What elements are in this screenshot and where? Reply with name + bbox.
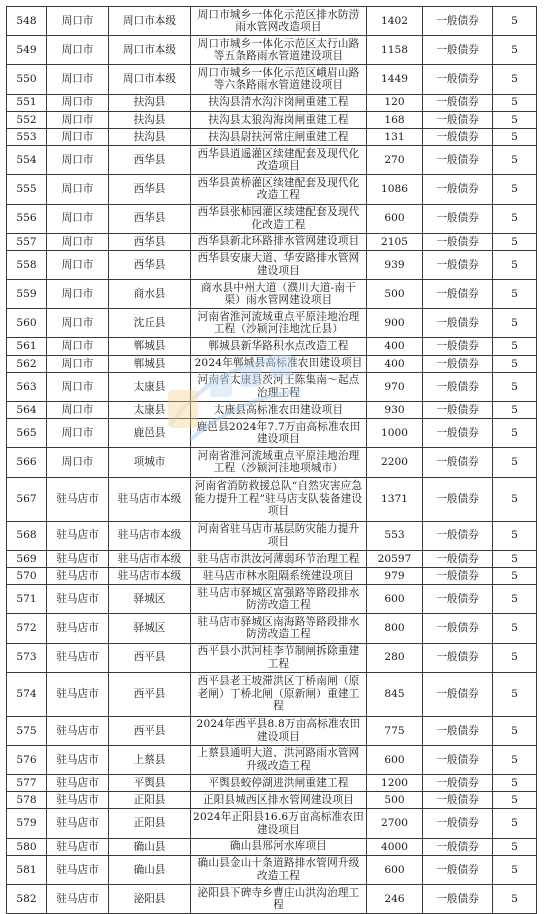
- term-cell: 5: [493, 355, 537, 372]
- term-cell: 5: [493, 175, 537, 204]
- table-row: [7, 36, 537, 65]
- table-row: [7, 809, 537, 838]
- term-cell: 5: [493, 372, 537, 401]
- bond-type-cell: 一般债券: [423, 855, 493, 884]
- term-cell: 5: [493, 550, 537, 567]
- amount-cell: 500: [367, 792, 423, 809]
- project-name-cell: 西华县张柿园灌区续建配套及现代化改造工程: [191, 204, 367, 233]
- project-name-cell: 西平县小洪河桂李节制闸拆除重建工程: [191, 643, 367, 672]
- city-cell: 周口市: [47, 146, 109, 175]
- project-name-cell: 河南省太康县茨河王陈集南～起点治理工程: [191, 372, 367, 401]
- county-cell: 驻马店市本级: [109, 550, 191, 567]
- amount-cell: 2105: [367, 233, 423, 250]
- bond-type-cell: 一般债券: [423, 419, 493, 448]
- row-number: 549: [7, 36, 47, 65]
- row-number: 570: [7, 567, 47, 584]
- term-cell: 5: [493, 477, 537, 521]
- table-row: [7, 372, 537, 401]
- project-name-cell: 驻马店市洪汝河薄弱环节治理工程: [191, 550, 367, 567]
- county-cell: 驻马店市本级: [109, 567, 191, 584]
- project-name-cell: 鹿邑县2024年7.7万亩高标准农田建设项目: [191, 419, 367, 448]
- city-cell: 驻马店市: [47, 521, 109, 550]
- project-name-cell: 正阳县城西区排水管网建设项目: [191, 792, 367, 809]
- term-cell: 5: [493, 7, 537, 36]
- term-cell: 5: [493, 233, 537, 250]
- city-cell: 周口市: [47, 175, 109, 204]
- table-row: [7, 745, 537, 774]
- city-cell: 驻马店市: [47, 672, 109, 716]
- bond-type-cell: 一般债券: [423, 643, 493, 672]
- county-cell: 西平县: [109, 672, 191, 716]
- term-cell: 5: [493, 745, 537, 774]
- table-body: [7, 7, 537, 914]
- county-cell: 沈丘县: [109, 309, 191, 338]
- table-row: [7, 550, 537, 567]
- term-cell: 5: [493, 614, 537, 643]
- row-number: 550: [7, 65, 47, 94]
- project-name-cell: 西平县老王坡滞洪区丁桥南闸（原老闸）丁桥北闸（原新闸）重建工程: [191, 672, 367, 716]
- bond-type-cell: 一般债券: [423, 204, 493, 233]
- city-cell: 周口市: [47, 372, 109, 401]
- table-row: [7, 855, 537, 884]
- city-cell: 驻马店市: [47, 614, 109, 643]
- bond-type-cell: 一般债券: [423, 885, 493, 914]
- county-cell: 泌阳县: [109, 885, 191, 914]
- city-cell: 周口市: [47, 204, 109, 233]
- row-number: 556: [7, 204, 47, 233]
- amount-cell: 1200: [367, 775, 423, 792]
- city-cell: 周口市: [47, 94, 109, 111]
- county-cell: 郸城县: [109, 355, 191, 372]
- row-number: 558: [7, 250, 47, 279]
- county-cell: 鹿邑县: [109, 419, 191, 448]
- project-name-cell: 太康县高标准农田建设项目: [191, 402, 367, 419]
- county-cell: 西华县: [109, 250, 191, 279]
- table-row: [7, 280, 537, 309]
- bond-type-cell: 一般债券: [423, 372, 493, 401]
- bond-type-cell: 一般债券: [423, 94, 493, 111]
- city-cell: 周口市: [47, 402, 109, 419]
- project-name-cell: 周口市城乡一体化示范区排水防涝雨水管网改造项目: [191, 7, 367, 36]
- amount-cell: 1449: [367, 65, 423, 94]
- amount-cell: 553: [367, 521, 423, 550]
- bond-type-cell: 一般债券: [423, 36, 493, 65]
- bond-type-cell: 一般债券: [423, 585, 493, 614]
- bond-type-cell: 一般债券: [423, 309, 493, 338]
- row-number: 564: [7, 402, 47, 419]
- city-cell: 周口市: [47, 338, 109, 355]
- row-number: 555: [7, 175, 47, 204]
- row-number: 557: [7, 233, 47, 250]
- table-row: [7, 521, 537, 550]
- city-cell: 周口市: [47, 355, 109, 372]
- project-name-cell: 周口市城乡一体化示范区太行山路等五条路雨水管道建设项目: [191, 36, 367, 65]
- term-cell: 5: [493, 309, 537, 338]
- table-row: [7, 567, 537, 584]
- county-cell: 太康县: [109, 402, 191, 419]
- city-cell: 驻马店市: [47, 792, 109, 809]
- row-number: 559: [7, 280, 47, 309]
- table-row: [7, 128, 537, 145]
- city-cell: 驻马店市: [47, 643, 109, 672]
- county-cell: 确山县: [109, 838, 191, 855]
- row-number: 572: [7, 614, 47, 643]
- city-cell: 周口市: [47, 419, 109, 448]
- table-row: [7, 643, 537, 672]
- bond-type-cell: 一般债券: [423, 355, 493, 372]
- project-name-cell: 驻马店市林水阻隔系统建设项目: [191, 567, 367, 584]
- row-number: 553: [7, 128, 47, 145]
- bond-type-cell: 一般债券: [423, 233, 493, 250]
- county-cell: 商水县: [109, 280, 191, 309]
- bond-type-cell: 一般债券: [423, 716, 493, 745]
- county-cell: 上蔡县: [109, 745, 191, 774]
- row-number: 568: [7, 521, 47, 550]
- project-name-cell: 平舆县蛟停湖进洪闸重建工程: [191, 775, 367, 792]
- project-name-cell: 确山县邢河水库项目: [191, 838, 367, 855]
- project-name-cell: 扶沟县尉扶河常庄闸重建工程: [191, 128, 367, 145]
- project-name-cell: 扶沟县清水沟汴岗闸重建工程: [191, 94, 367, 111]
- bond-type-cell: 一般债券: [423, 402, 493, 419]
- bond-type-cell: 一般债券: [423, 614, 493, 643]
- term-cell: 5: [493, 643, 537, 672]
- term-cell: 5: [493, 146, 537, 175]
- row-number: 551: [7, 94, 47, 111]
- row-number: 567: [7, 477, 47, 521]
- city-cell: 驻马店市: [47, 745, 109, 774]
- term-cell: 5: [493, 792, 537, 809]
- city-cell: 驻马店市: [47, 550, 109, 567]
- amount-cell: 930: [367, 402, 423, 419]
- term-cell: 5: [493, 585, 537, 614]
- table-row: [7, 775, 537, 792]
- city-cell: 驻马店市: [47, 809, 109, 838]
- term-cell: 5: [493, 128, 537, 145]
- city-cell: 周口市: [47, 250, 109, 279]
- amount-cell: 1086: [367, 175, 423, 204]
- amount-cell: 970: [367, 372, 423, 401]
- bond-type-cell: 一般债券: [423, 775, 493, 792]
- term-cell: 5: [493, 672, 537, 716]
- amount-cell: 775: [367, 716, 423, 745]
- project-name-cell: 确山县金山十条道路排水管网升级改造工程: [191, 855, 367, 884]
- city-cell: 周口市: [47, 36, 109, 65]
- county-cell: 西华县: [109, 204, 191, 233]
- row-number: 573: [7, 643, 47, 672]
- table-row: [7, 250, 537, 279]
- county-cell: 西华县: [109, 146, 191, 175]
- county-cell: 驻马店市本级: [109, 521, 191, 550]
- county-cell: 周口市本级: [109, 65, 191, 94]
- table-row: [7, 204, 537, 233]
- project-name-cell: 河南省驻马店市基层防灾能力提升项目: [191, 521, 367, 550]
- project-name-cell: 扶沟县太狼沟海岗闸重建工程: [191, 111, 367, 128]
- term-cell: 5: [493, 280, 537, 309]
- table-row: [7, 792, 537, 809]
- row-number: 576: [7, 745, 47, 774]
- term-cell: 5: [493, 204, 537, 233]
- term-cell: 5: [493, 250, 537, 279]
- table-row: [7, 419, 537, 448]
- project-name-cell: 西华县逍遥灌区续建配套及现代化改造项目: [191, 146, 367, 175]
- bond-type-cell: 一般债券: [423, 550, 493, 567]
- row-number: 548: [7, 7, 47, 36]
- city-cell: 驻马店市: [47, 838, 109, 855]
- county-cell: 周口市本级: [109, 7, 191, 36]
- bond-type-cell: 一般债券: [423, 111, 493, 128]
- county-cell: 驿城区: [109, 585, 191, 614]
- table-row: [7, 355, 537, 372]
- term-cell: 5: [493, 402, 537, 419]
- amount-cell: 1371: [367, 477, 423, 521]
- city-cell: 驻马店市: [47, 775, 109, 792]
- project-name-cell: 河南省消防救援总队“自然灾害应急能力提升工程”驻马店支队装备建设项目: [191, 477, 367, 521]
- amount-cell: 120: [367, 94, 423, 111]
- county-cell: 项城市: [109, 448, 191, 477]
- table-row: [7, 402, 537, 419]
- amount-cell: 400: [367, 355, 423, 372]
- row-number: 579: [7, 809, 47, 838]
- bond-type-cell: 一般债券: [423, 672, 493, 716]
- term-cell: 5: [493, 94, 537, 111]
- row-number: 581: [7, 855, 47, 884]
- bond-type-cell: 一般债券: [423, 175, 493, 204]
- project-name-cell: 周口市城乡一体化示范区峨眉山路等六条路雨水管道建设项目: [191, 65, 367, 94]
- project-name-cell: 郸城县新华路积水点改造工程: [191, 338, 367, 355]
- project-name-cell: 西华县安康大道、华安路排水管网建设项目: [191, 250, 367, 279]
- amount-cell: 600: [367, 204, 423, 233]
- bond-type-cell: 一般债券: [423, 567, 493, 584]
- row-number: 577: [7, 775, 47, 792]
- row-number: 566: [7, 448, 47, 477]
- table-row: [7, 672, 537, 716]
- amount-cell: 600: [367, 855, 423, 884]
- bond-type-cell: 一般债券: [423, 838, 493, 855]
- table-row: [7, 94, 537, 111]
- county-cell: 西平县: [109, 643, 191, 672]
- table-row: [7, 175, 537, 204]
- term-cell: 5: [493, 338, 537, 355]
- bond-type-cell: 一般债券: [423, 146, 493, 175]
- term-cell: 5: [493, 521, 537, 550]
- city-cell: 周口市: [47, 448, 109, 477]
- county-cell: 平舆县: [109, 775, 191, 792]
- amount-cell: 4000: [367, 838, 423, 855]
- amount-cell: 280: [367, 643, 423, 672]
- amount-cell: 800: [367, 614, 423, 643]
- row-number: 575: [7, 716, 47, 745]
- row-number: 580: [7, 838, 47, 855]
- amount-cell: 1402: [367, 7, 423, 36]
- term-cell: 5: [493, 775, 537, 792]
- table-row: [7, 65, 537, 94]
- table-row: [7, 477, 537, 521]
- amount-cell: 600: [367, 745, 423, 774]
- row-number: 552: [7, 111, 47, 128]
- county-cell: 正阳县: [109, 792, 191, 809]
- row-number: 561: [7, 338, 47, 355]
- amount-cell: 900: [367, 309, 423, 338]
- table-row: [7, 448, 537, 477]
- term-cell: 5: [493, 36, 537, 65]
- county-cell: 确山县: [109, 855, 191, 884]
- table-row: [7, 585, 537, 614]
- bond-type-cell: 一般债券: [423, 128, 493, 145]
- term-cell: 5: [493, 65, 537, 94]
- amount-cell: 939: [367, 250, 423, 279]
- table-row: [7, 233, 537, 250]
- table-row: [7, 838, 537, 855]
- city-cell: 周口市: [47, 111, 109, 128]
- table-row: [7, 614, 537, 643]
- city-cell: 周口市: [47, 7, 109, 36]
- project-name-cell: 泌阳县下碑寺乡曹庄山洪沟治理工程: [191, 885, 367, 914]
- project-name-cell: 驻马店市驿城区富强路等路段排水防涝改造工程: [191, 585, 367, 614]
- term-cell: 5: [493, 567, 537, 584]
- county-cell: 太康县: [109, 372, 191, 401]
- row-number: 571: [7, 585, 47, 614]
- city-cell: 周口市: [47, 233, 109, 250]
- bond-type-cell: 一般债券: [423, 477, 493, 521]
- city-cell: 周口市: [47, 280, 109, 309]
- city-cell: 周口市: [47, 309, 109, 338]
- amount-cell: 845: [367, 672, 423, 716]
- project-name-cell: 2024年正阳县16.6万亩高标准农田建设项目: [191, 809, 367, 838]
- term-cell: 5: [493, 838, 537, 855]
- amount-cell: 131: [367, 128, 423, 145]
- project-name-cell: 西华县新北环路排水管网建设项目: [191, 233, 367, 250]
- amount-cell: 2700: [367, 809, 423, 838]
- county-cell: 扶沟县: [109, 128, 191, 145]
- table-row: [7, 338, 537, 355]
- bond-project-table: [6, 6, 537, 914]
- bond-type-cell: 一般债券: [423, 448, 493, 477]
- term-cell: 5: [493, 111, 537, 128]
- bond-type-cell: 一般债券: [423, 809, 493, 838]
- county-cell: 西平县: [109, 716, 191, 745]
- city-cell: 周口市: [47, 65, 109, 94]
- bond-type-cell: 一般债券: [423, 65, 493, 94]
- row-number: 563: [7, 372, 47, 401]
- amount-cell: 1000: [367, 419, 423, 448]
- project-name-cell: 商水县中州大道（濮川大道-南干渠）雨水管网建设项目: [191, 280, 367, 309]
- bond-type-cell: 一般债券: [423, 280, 493, 309]
- county-cell: 驻马店市本级: [109, 477, 191, 521]
- amount-cell: 400: [367, 338, 423, 355]
- row-number: 562: [7, 355, 47, 372]
- project-name-cell: 上蔡县通明大道、洪河路雨水管网升级改造工程: [191, 745, 367, 774]
- table-row: [7, 146, 537, 175]
- amount-cell: 246: [367, 885, 423, 914]
- row-number: 574: [7, 672, 47, 716]
- amount-cell: 500: [367, 280, 423, 309]
- row-number: 582: [7, 885, 47, 914]
- table-row: [7, 111, 537, 128]
- bond-type-cell: 一般债券: [423, 521, 493, 550]
- amount-cell: 168: [367, 111, 423, 128]
- county-cell: 驿城区: [109, 614, 191, 643]
- table-row: [7, 7, 537, 36]
- project-name-cell: 驻马店市驿城区南海路等路段排水防涝改造工程: [191, 614, 367, 643]
- city-cell: 驻马店市: [47, 585, 109, 614]
- bond-type-cell: 一般债券: [423, 7, 493, 36]
- table-row: [7, 885, 537, 914]
- county-cell: 扶沟县: [109, 111, 191, 128]
- project-name-cell: 河南省淮河流域重点平原洼地治理工程（沙颍河洼地项城市）: [191, 448, 367, 477]
- bond-type-cell: 一般债券: [423, 250, 493, 279]
- city-cell: 驻马店市: [47, 567, 109, 584]
- city-cell: 驻马店市: [47, 716, 109, 745]
- bond-type-cell: 一般债券: [423, 792, 493, 809]
- project-name-cell: 西华县黄桥灌区续建配套及现代化改造工程: [191, 175, 367, 204]
- amount-cell: 2200: [367, 448, 423, 477]
- city-cell: 驻马店市: [47, 477, 109, 521]
- county-cell: 西华县: [109, 175, 191, 204]
- table-row: [7, 716, 537, 745]
- bond-type-cell: 一般债券: [423, 745, 493, 774]
- row-number: 565: [7, 419, 47, 448]
- county-cell: 周口市本级: [109, 36, 191, 65]
- county-cell: 正阳县: [109, 809, 191, 838]
- table-row: [7, 309, 537, 338]
- term-cell: 5: [493, 809, 537, 838]
- row-number: 578: [7, 792, 47, 809]
- amount-cell: 20597: [367, 550, 423, 567]
- amount-cell: 1158: [367, 36, 423, 65]
- county-cell: 郸城县: [109, 338, 191, 355]
- term-cell: 5: [493, 885, 537, 914]
- project-name-cell: 河南省淮河流域重点平原洼地治理工程（沙颍河洼地沈丘县）: [191, 309, 367, 338]
- county-cell: 西华县: [109, 233, 191, 250]
- term-cell: 5: [493, 419, 537, 448]
- row-number: 554: [7, 146, 47, 175]
- project-name-cell: 2024年郸城县高标准农田建设项目: [191, 355, 367, 372]
- term-cell: 5: [493, 716, 537, 745]
- city-cell: 驻马店市: [47, 855, 109, 884]
- county-cell: 扶沟县: [109, 94, 191, 111]
- city-cell: 驻马店市: [47, 885, 109, 914]
- amount-cell: 979: [367, 567, 423, 584]
- project-name-cell: 2024年西平县8.8万亩高标准农田建设项目: [191, 716, 367, 745]
- row-number: 569: [7, 550, 47, 567]
- bond-type-cell: 一般债券: [423, 338, 493, 355]
- row-number: 560: [7, 309, 47, 338]
- amount-cell: 270: [367, 146, 423, 175]
- amount-cell: 600: [367, 585, 423, 614]
- term-cell: 5: [493, 448, 537, 477]
- term-cell: 5: [493, 855, 537, 884]
- city-cell: 周口市: [47, 128, 109, 145]
